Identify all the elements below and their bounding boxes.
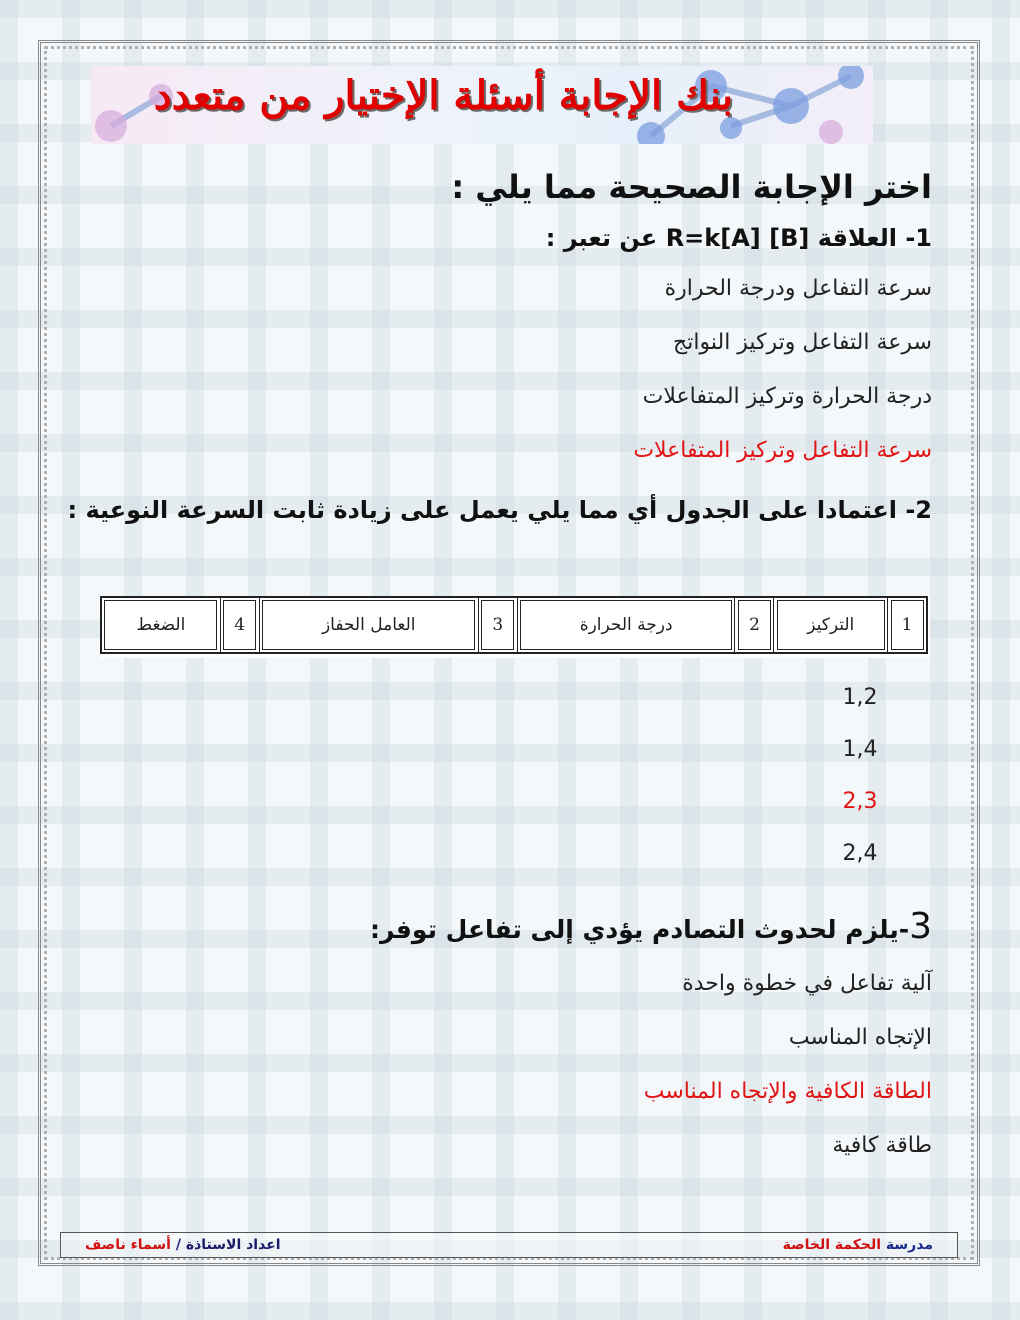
factors-table-wrapper [100,596,930,658]
banner-title: بنك الإجابة أسئلة الإختيار من متعدد [153,72,733,119]
q3-option-1: آلية تفاعل في خطوة واحدة [682,971,932,996]
question-1: 1- العلاقة R=k[A] [B] عن تعبر : [545,224,932,252]
q1-option-3: درجة الحرارة وتركيز المتفاعلات [642,384,932,409]
q2-option-1: 1,2 [842,685,878,710]
footer-school [783,1237,933,1253]
q1-option-2: سرعة التفاعل وتركيز النواتج [673,330,932,355]
table-row [101,597,927,653]
question-3-block [72,892,932,1173]
table-cell-num-4: 4 [220,597,259,653]
author-prefix: اعداد الاستاذة / [175,1237,281,1253]
table-cell-num-1: 1 [888,597,928,653]
table-cell-num-2: 2 [735,597,774,653]
school-prefix: مدرسة [885,1237,933,1253]
header-banner [91,66,873,144]
question-2: 2- اعتمادا على الجدول أي مما يلي يعمل على زيادة ثابت السرعة النوعية : [67,496,932,524]
table-cell-label-2: درجة الحرارة [517,597,735,653]
question-3-text: -يلزم لحدوث التصادم يؤدي إلى تفاعل توفر: [369,915,910,944]
table-cell-label-3: العامل الحفاز [259,597,478,653]
footer-bar [60,1232,958,1258]
q3-option-3-correct: الطاقة الكافية والإتجاه المناسب [643,1079,932,1104]
table-cell-label-4: الضغط [101,597,220,653]
q3-option-2: الإتجاه المناسب [788,1025,932,1050]
q2-options [810,672,910,880]
factors-table [100,596,928,654]
q1-option-1: سرعة التفاعل ودرجة الحرارة [664,276,932,301]
instruction-heading: اختر الإجابة الصحيحة مما يلي : [451,168,932,206]
q2-option-4: 2,4 [842,841,878,866]
question-3-number: 3 [909,906,932,947]
content [67,168,932,534]
footer-author [85,1237,281,1253]
question-3 [72,906,932,947]
table-cell-label-1: التركيز [774,597,888,653]
q2-option-2: 1,4 [842,737,878,762]
q1-option-4-correct: سرعة التفاعل وتركيز المتفاعلات [633,438,932,463]
q3-option-4: طاقة كافية [832,1133,932,1158]
q2-option-3-correct: 2,3 [842,789,878,814]
author-name: أسماء ناصف [85,1237,171,1253]
school-name: الحكمة الخاصة [782,1237,882,1253]
table-cell-num-3: 3 [478,597,517,653]
